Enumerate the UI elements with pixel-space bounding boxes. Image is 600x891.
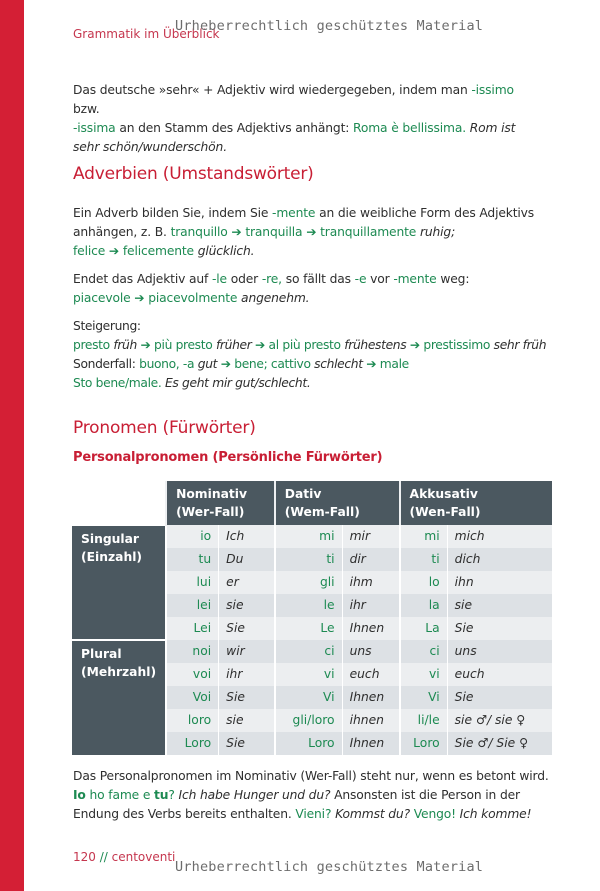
cell-nominativ-italian: noi: [166, 640, 219, 663]
german-translation: sehr früh: [490, 338, 547, 352]
italian-word: felicemente: [122, 244, 194, 258]
cell-dativ-german: mir: [342, 525, 399, 548]
cell-nominativ-german: wir: [219, 640, 275, 663]
text: weg:: [436, 272, 470, 286]
cell-nominativ-italian: Lei: [166, 617, 219, 640]
cell-akkusativ-german: sie: [447, 594, 552, 617]
italian-example: ho fame e: [85, 788, 155, 802]
italian-example: ?: [168, 788, 175, 802]
intro-paragraph: [73, 81, 543, 157]
cell-dativ-german: euch: [342, 663, 399, 686]
italian-word: tranquilla: [245, 225, 303, 239]
cell-dativ-italian: ti: [275, 548, 342, 571]
italian-suffix: -mente: [272, 206, 316, 220]
italian-word: buono, -a: [139, 357, 195, 371]
cell-nominativ-italian: Voi: [166, 686, 219, 709]
german-translation: gut: [194, 357, 218, 371]
header-dativ: [275, 481, 400, 525]
group-sublabel: (Einzahl): [81, 550, 143, 564]
cell-nominativ-german: Du: [219, 548, 275, 571]
text: Ein Adverb bilden Sie, indem Sie: [73, 206, 273, 220]
german-translation: angenehm.: [237, 291, 310, 305]
cell-nominativ-german: sie: [219, 594, 275, 617]
text: vor: [366, 272, 394, 286]
german-translation: früh: [109, 338, 137, 352]
cell-akkusativ-italian: ti: [400, 548, 448, 571]
text: Endet das Adjektiv auf: [73, 272, 212, 286]
italian-word: piacevolmente: [148, 291, 238, 305]
italian-word: bene; cattivo: [234, 357, 311, 371]
cell-dativ-italian: gli: [275, 571, 342, 594]
german-translation: Rom ist sehr schön/wunderschön.: [73, 121, 516, 154]
group-plural: [72, 640, 166, 755]
text: Ansonsten ist die Person in der Endung des Verbs bereits enthalten.: [73, 788, 520, 821]
italian-word: tranquillo: [170, 225, 228, 239]
text: Das deutsche »sehr« + Adjektiv wird wiedergegeben, indem man: [73, 83, 472, 97]
cell-dativ-italian: mi: [275, 525, 342, 548]
header-sublabel: (Wem-Fall): [284, 505, 360, 519]
cell-akkusativ-german: sie ♂/ sie ♀: [447, 709, 552, 732]
cell-dativ-german: Ihnen: [342, 617, 399, 640]
group-label: Plural: [81, 647, 122, 661]
header-label: Akkusativ: [409, 487, 478, 501]
italian-word: tranquillamente: [320, 225, 417, 239]
cell-akkusativ-italian: lo: [400, 571, 448, 594]
cell-nominativ-german: Sie: [219, 686, 275, 709]
text: an den Stamm des Adjektivs anhängt:: [115, 121, 354, 135]
cell-nominativ-italian: loro: [166, 709, 219, 732]
cell-nominativ-italian: Loro: [166, 732, 219, 755]
cell-dativ-italian: gli/loro: [275, 709, 342, 732]
adverb-formation-paragraph: [73, 204, 543, 261]
table-row: [72, 525, 552, 548]
group-sublabel: (Mehrzahl): [81, 665, 157, 679]
text: an die weibliche Form des Adjektivs anhängen, z. B.: [73, 206, 535, 239]
page-number: 120: [73, 850, 96, 864]
arrow-right-icon: ➔: [409, 338, 420, 352]
section-title-pronomen: Pronomen (Fürwörter): [73, 418, 256, 438]
cell-dativ-italian: Vi: [275, 686, 342, 709]
cell-nominativ-italian: tu: [166, 548, 219, 571]
cell-dativ-german: ihr: [342, 594, 399, 617]
german-translation: früher: [212, 338, 252, 352]
cell-akkusativ-italian: vi: [400, 663, 448, 686]
header-nominativ: [166, 481, 275, 525]
german-translation: ruhig;: [416, 225, 456, 239]
page-footer: [73, 850, 175, 864]
cell-akkusativ-italian: Vi: [400, 686, 448, 709]
cell-akkusativ-german: dich: [447, 548, 552, 571]
arrow-right-icon: ➔: [255, 338, 265, 352]
italian-emphasis: Io: [73, 788, 86, 802]
adverb-le-re-paragraph: [73, 270, 553, 308]
cell-dativ-german: Ihnen: [342, 686, 399, 709]
page-number-word: centoventi: [111, 850, 176, 864]
cell-dativ-italian: vi: [275, 663, 342, 686]
nominativ-note-paragraph: [73, 767, 553, 824]
cell-akkusativ-german: ihn: [447, 571, 552, 594]
header-sublabel: (Wer-Fall): [176, 505, 245, 519]
cell-dativ-italian: ci: [275, 640, 342, 663]
group-singular: [72, 525, 166, 640]
steigerung-label: Steigerung:: [73, 319, 141, 333]
header-akkusativ: [400, 481, 552, 525]
cell-dativ-german: ihnen: [342, 709, 399, 732]
arrow-right-icon: ➔: [108, 244, 120, 258]
italian-word: prestissimo: [423, 338, 491, 352]
cell-nominativ-italian: io: [166, 525, 219, 548]
italian-example: Sto bene/male.: [73, 376, 162, 390]
watermark-bottom: Urheberrechtlich geschütztes Material: [175, 859, 484, 875]
cell-akkusativ-german: Sie: [447, 617, 552, 640]
arrow-right-icon: ➔: [134, 291, 145, 305]
cell-dativ-german: dir: [342, 548, 399, 571]
italian-suffix: -mente: [393, 272, 437, 286]
header-label: Dativ: [284, 487, 322, 501]
cell-dativ-german: Ihnen: [342, 732, 399, 755]
cell-nominativ-german: Sie: [219, 732, 275, 755]
italian-word: più presto: [154, 338, 213, 352]
header-sublabel: (Wen-Fall): [409, 505, 481, 519]
cell-akkusativ-german: Sie ♂/ Sie ♀: [447, 732, 552, 755]
italian-emphasis: tu: [154, 788, 169, 802]
text: bzw.: [73, 102, 100, 116]
cell-nominativ-italian: lui: [166, 571, 219, 594]
german-translation: glücklich.: [193, 244, 255, 258]
cell-nominativ-italian: lei: [166, 594, 219, 617]
cell-dativ-italian: le: [275, 594, 342, 617]
cell-nominativ-german: er: [219, 571, 275, 594]
table-row: [72, 640, 552, 663]
steigerung-paragraph: [73, 317, 563, 393]
italian-word: male: [379, 357, 409, 371]
cell-akkusativ-german: uns: [447, 640, 552, 663]
italian-word: presto: [73, 338, 110, 352]
german-translation: frühestens: [340, 338, 407, 352]
watermark-top: Urheberrechtlich geschütztes Material: [175, 18, 484, 34]
arrow-right-icon: ➔: [366, 357, 377, 371]
arrow-right-icon: ➔: [220, 357, 231, 371]
red-side-bar: [0, 0, 24, 891]
german-translation: schlecht: [310, 357, 363, 371]
page-separator: //: [95, 850, 112, 864]
german-translation: Ich komme!: [455, 807, 532, 821]
cell-nominativ-german: Ich: [219, 525, 275, 548]
subsection-title-personalpronomen: Personalpronomen (Persönliche Fürwörter): [73, 450, 383, 465]
arrow-right-icon: ➔: [306, 225, 317, 239]
cell-akkusativ-italian: ci: [400, 640, 448, 663]
cell-akkusativ-italian: La: [400, 617, 448, 640]
german-translation: Es geht mir gut/schlecht.: [161, 376, 311, 390]
italian-example: Vengo!: [409, 807, 456, 821]
cell-akkusativ-italian: mi: [400, 525, 448, 548]
italian-word: felice: [73, 244, 106, 258]
italian-suffix: -issimo: [471, 83, 514, 97]
cell-akkusativ-german: mich: [447, 525, 552, 548]
cell-nominativ-german: Sie: [219, 617, 275, 640]
german-translation: Ich habe Hunger und du?: [174, 788, 331, 802]
text: so fällt das: [281, 272, 355, 286]
cell-nominativ-german: sie: [219, 709, 275, 732]
cell-dativ-german: uns: [342, 640, 399, 663]
cell-dativ-italian: Loro: [275, 732, 342, 755]
cell-akkusativ-german: euch: [447, 663, 552, 686]
italian-suffix: -issima: [73, 121, 116, 135]
text: Das Personalpronomen im Nominativ (Wer-Fall) steht nur, wenn es betont wird.: [73, 769, 549, 783]
sonderfall-label: Sonderfall:: [73, 357, 140, 371]
italian-example: Roma è bellissima.: [353, 121, 467, 135]
text: oder: [226, 272, 262, 286]
table-header-row: [72, 481, 552, 525]
german-translation: Kommst du?: [331, 807, 410, 821]
cell-akkusativ-italian: la: [400, 594, 448, 617]
cell-akkusativ-italian: Loro: [400, 732, 448, 755]
italian-suffix: -le: [211, 272, 227, 286]
cell-nominativ-italian: voi: [166, 663, 219, 686]
cell-dativ-italian: Le: [275, 617, 342, 640]
group-label: Singular: [81, 532, 139, 546]
cell-nominativ-german: ihr: [219, 663, 275, 686]
italian-word: al più presto: [268, 338, 341, 352]
italian-word: piacevole: [73, 291, 131, 305]
personal-pronouns-table: [72, 481, 552, 755]
cell-akkusativ-italian: li/le: [400, 709, 448, 732]
italian-example: Vieni?: [295, 807, 332, 821]
italian-suffix: -re,: [261, 272, 282, 286]
header-label: Nominativ: [176, 487, 247, 501]
cell-dativ-german: ihm: [342, 571, 399, 594]
arrow-right-icon: ➔: [140, 338, 151, 352]
running-head: Grammatik im Überblick: [73, 27, 220, 41]
italian-suffix: -e: [354, 272, 367, 286]
section-title-adverbien: Adverbien (Umstandswörter): [73, 164, 314, 184]
arrow-right-icon: ➔: [231, 225, 242, 239]
header-blank-cell: [72, 481, 166, 525]
cell-akkusativ-german: Sie: [447, 686, 552, 709]
